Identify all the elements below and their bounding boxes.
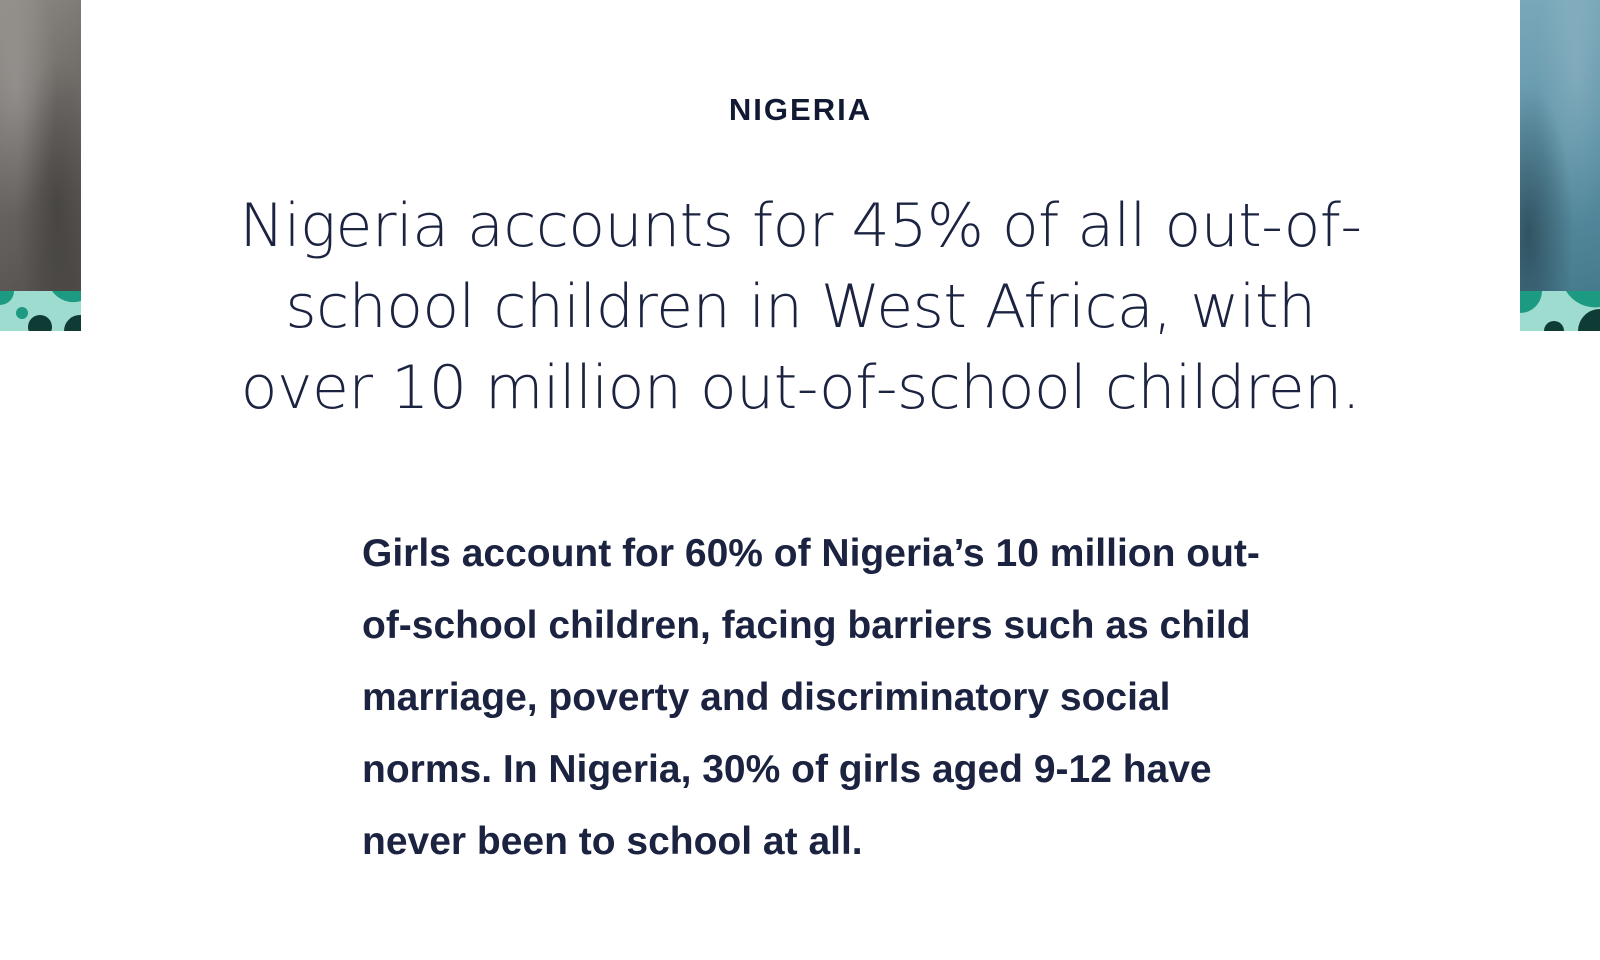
right-photo-strip: [1520, 0, 1600, 331]
right-photo-image: [1520, 0, 1600, 291]
content-section: [81, 0, 1520, 960]
section-body-text: Girls account for 60% of Nigeria’s 10 million out-of-school children, facing barriers such as child marriage, poverty and discriminatory social norms. In Nigeria, 30% of girls aged 9-12 have never been to school at all.: [362, 532, 1260, 863]
section-eyebrow: NIGERIA: [728, 92, 873, 127]
right-pattern-graphic: [1520, 291, 1600, 331]
right-pattern-band: [1520, 291, 1600, 331]
left-photo-image: [0, 0, 81, 291]
left-pattern-band: [0, 291, 81, 331]
section-headline: Nigeria accounts for 45% of all out-of-school children in West Africa, with over 10 million out-of-school children.: [239, 191, 1362, 423]
left-photo-strip: [0, 0, 81, 331]
left-pattern-graphic: [0, 291, 81, 331]
